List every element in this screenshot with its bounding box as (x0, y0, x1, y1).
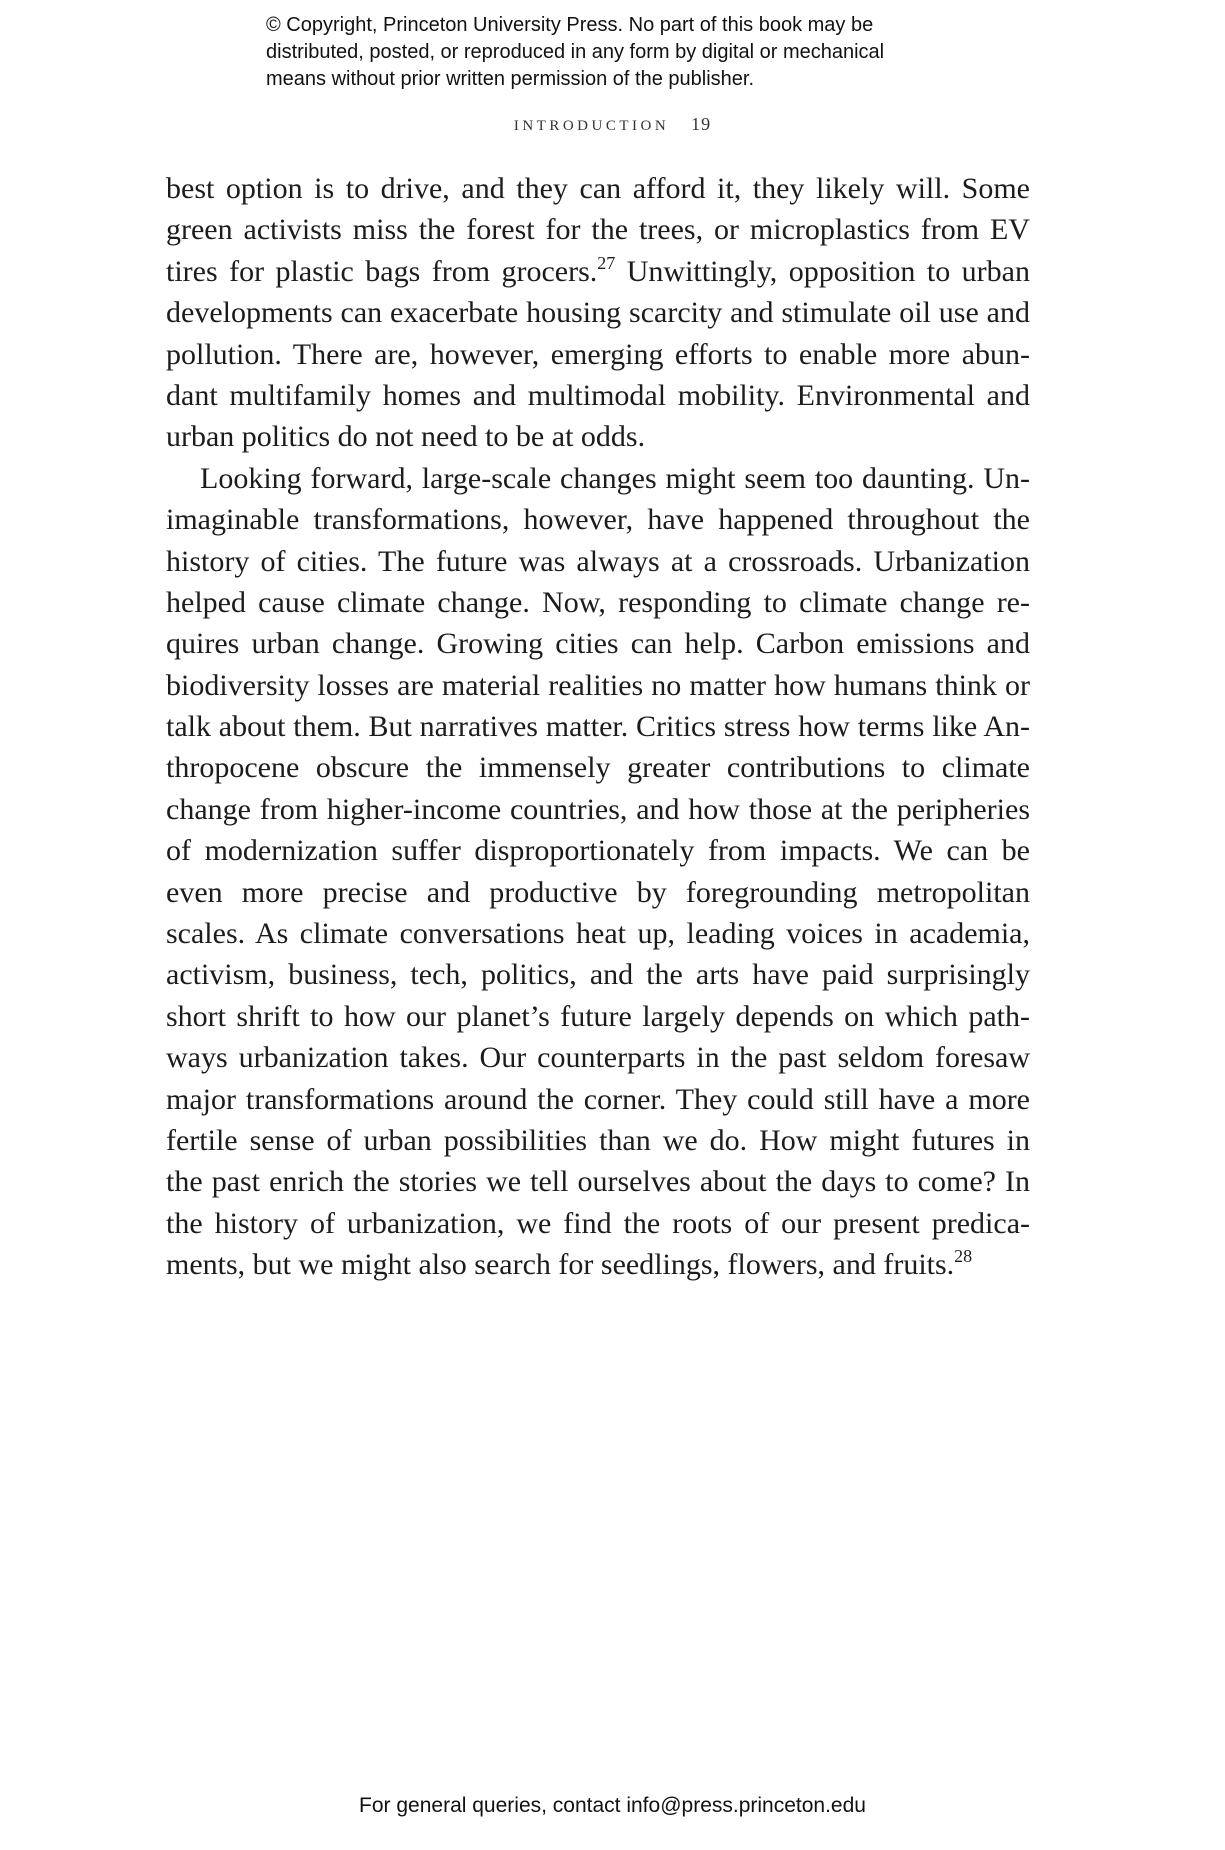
text-line: imaginable transformations, however, have happened throughout the (166, 503, 1030, 537)
text-line: short shrift to how our planet’s future largely depends on which path- (166, 999, 1030, 1033)
text-segment: ments, but we might also search for seedlings, flowers, and fruits. (166, 1248, 955, 1282)
copyright-line: distributed, posted, or reproduced in any form by digital or mechanical (266, 41, 885, 63)
text-segment: Unwittingly, opposition to urban (615, 254, 1030, 288)
text-line: major transformations around the corner. They could still have a more (166, 1082, 1030, 1116)
text-line: pollution. There are, however, emerging efforts to enable more abun- (166, 337, 1030, 371)
text-line: the past enrich the stories we tell ourselves about the days to come? In (166, 1165, 1030, 1199)
body-text (166, 168, 1030, 1286)
text-line: change from higher-income countries, and how those at the peripheries (166, 792, 1030, 826)
copyright-line: © Copyright, Princeton University Press. No part of this book may be (266, 14, 874, 36)
text-line: Looking forward, large-scale changes might seem too daunting. Un- (200, 461, 1030, 495)
text-line: activism, business, tech, politics, and the arts have paid surprisingly (166, 958, 1030, 992)
page-number: 19 (691, 114, 712, 134)
footnote-ref: 28 (954, 1246, 973, 1267)
text-line: quires urban change. Growing cities can help. Carbon emissions and (166, 627, 1030, 661)
footnote-ref: 27 (597, 252, 616, 273)
copyright-line: means without prior written permission of the publisher. (266, 68, 755, 90)
text-line: urban politics do not need to be at odds. (166, 420, 646, 454)
text-line: best option is to drive, and they can afford it, they likely will. Some (166, 172, 1030, 205)
text-line (166, 1244, 1030, 1285)
text-line: thropocene obscure the immensely greater contributions to climate (166, 751, 1030, 785)
text-line: scales. As climate conversations heat up, leading voices in academia, (166, 917, 1030, 951)
text-line: green activists miss the forest for the trees, or microplastics from EV (166, 213, 1030, 247)
text-line: the history of urbanization, we find the roots of our present predica- (166, 1206, 1030, 1240)
text-line: biodiversity losses are material realities no matter how humans think or (166, 668, 1030, 702)
text-line: even more precise and productive by foregrounding metropolitan (166, 875, 1030, 909)
text-line: helped cause climate change. Now, responding to climate change re- (166, 585, 1030, 619)
text-line: ways urbanization takes. Our counterparts in the past seldom foresaw (166, 1041, 1030, 1075)
text-line: history of cities. The future was always at a crossroads. Urbanization (166, 544, 1030, 578)
text-line: of modernization suffer disproportionately from impacts. We can be (166, 834, 1030, 868)
running-head-title: INTRODUCTION (513, 118, 670, 134)
text-line: talk about them. But narratives matter. Critics stress how terms like An- (166, 710, 1030, 744)
text-line: fertile sense of urban possibilities than we do. How might futures in (166, 1123, 1030, 1157)
text-segment: tires for plastic bags from grocers. (166, 254, 598, 288)
running-head (0, 114, 1225, 135)
text-line: dant multifamily homes and multimodal mobility. Environmental and (166, 378, 1030, 412)
text-line: developments can exacerbate housing scarcity and stimulate oil use and (166, 296, 1030, 330)
copyright-notice (266, 12, 986, 93)
footer-contact: For general queries, contact info@press.princeton.edu (359, 1794, 866, 1817)
text-line (166, 251, 1030, 292)
